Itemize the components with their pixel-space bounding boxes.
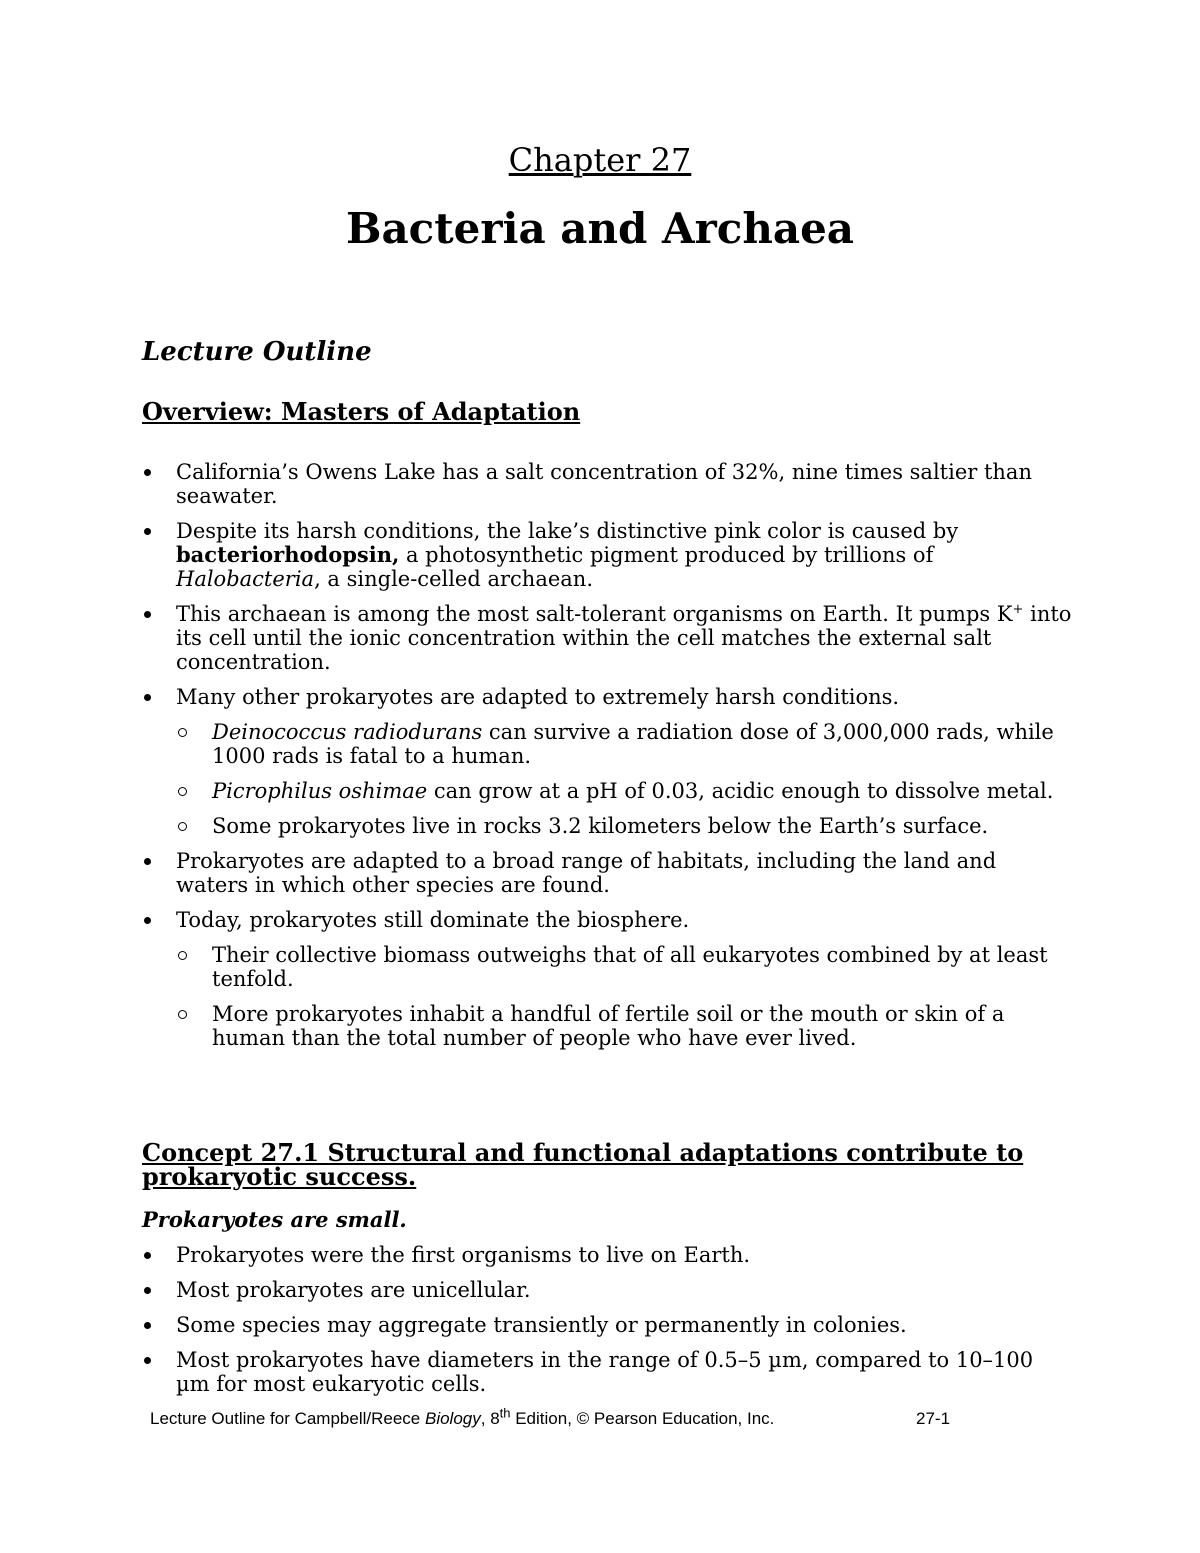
sub-list-item: Some prokaryotes live in rocks 3.2 kilometers below the Earth’s surface. — [212, 814, 989, 838]
chapter-title: Bacteria and Archaea — [345, 204, 855, 253]
term-picrophilus: Picrophilus oshimae — [212, 779, 428, 803]
concept-list — [142, 1243, 1072, 1407]
list-item: Today, prokaryotes still dominate the biosphere. — [176, 908, 690, 932]
list-item: Most prokaryotes have diameters in the range of 0.5–5 µm, compared to 10–100 µm for most eukaryotic cells. — [176, 1348, 1034, 1396]
concept-subheading: Prokaryotes are small. — [142, 1207, 407, 1232]
sub-list-item: More prokaryotes inhabit a handful of fertile soil or the mouth or skin of a human than the total number of people who have ever lived. — [212, 1002, 1005, 1050]
list-item: Some species may aggregate transiently or permanently in colonies. — [176, 1313, 907, 1337]
list-item: This archaean is among the most salt-tolerant organisms on Earth. It pumps K+ into its cell until the ionic concentration within the cell matches the external salt concentration. — [176, 602, 1072, 674]
list-item: California’s Owens Lake has a salt concentration of 32%, nine times saltier than seawater. — [176, 460, 1032, 508]
list-item: Prokaryotes were the first organisms to live on Earth. — [176, 1243, 751, 1267]
sub-list-item: Picrophilus oshimae can grow at a pH of 0.03, acidic enough to dissolve metal. — [212, 779, 1054, 803]
overview-list — [142, 460, 1072, 1061]
sub-list-item: Their collective biomass outweighs that of all eukaryotes combined by at least tenfold. — [212, 943, 1048, 991]
term-halobacteria: Halobacteria — [176, 567, 315, 591]
chapter-label: Chapter 27 — [508, 141, 692, 179]
list-item: Despite its harsh conditions, the lake’s distinctive pink color is caused by bacteriorhodopsin, a photosynthetic pigment produced by trillions of Halobacteria, a single-celled archaean. — [176, 519, 959, 591]
list-item: Prokaryotes are adapted to a broad range of habitats, including the land and waters in which other species are found. — [176, 849, 997, 897]
concept-heading: Concept 27.1 Structural and functional adaptations contribute to prokaryotic success. — [142, 1138, 1024, 1191]
lecture-outline-heading: Lecture Outline — [142, 337, 372, 367]
footer-citation: Lecture Outline for Campbell/Reece Biology, 8th Edition, © Pearson Education, Inc. — [150, 1405, 775, 1428]
page-number: 27-1 — [916, 1409, 951, 1428]
list-item: Most prokaryotes are unicellular. — [176, 1278, 531, 1302]
list-item: Many other prokaryotes are adapted to extremely harsh conditions. — [176, 685, 900, 709]
sub-list-item: Deinococcus radiodurans can survive a radiation dose of 3,000,000 rads, while 1000 rads is fatal to a human. — [212, 720, 1054, 768]
term-bacteriorhodopsin: bacteriorhodopsin, — [176, 542, 400, 567]
overview-heading: Overview: Masters of Adaptation — [142, 397, 581, 426]
term-deinococcus: Deinococcus radiodurans — [212, 720, 483, 744]
